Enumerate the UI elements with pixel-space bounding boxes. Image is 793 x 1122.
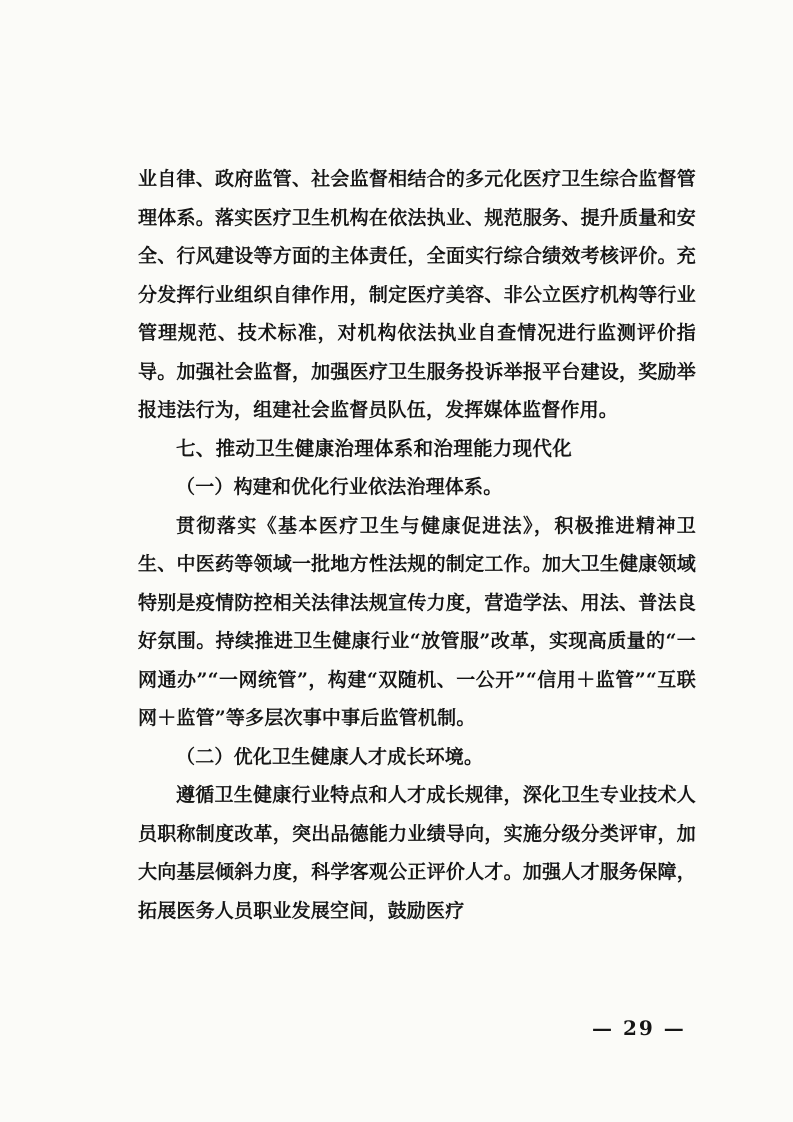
section-heading-7: 七、推动卫生健康治理体系和治理能力现代化 [176,436,573,460]
paragraph-legal-governance: 贯彻落实《基本医疗卫生与健康促进法》，积极推进精神卫生、中医药等领域一批地方性法规的制定工作。加大卫生健康领域特别是疫情防控相关法律法规宣传力度，营造学法、用法、普法良好氛围。持续推进卫生健康行业“放管服”改革，实现高质量的“一网通办”“一网统管”，构建“双随机、一公开”“信用＋监管”“互联网＋监管”等多层次事中事后监管机制。 [138,514,696,729]
document-body [138,160,696,930]
sub-heading-7-2: （二）优化卫生健康人才成长环境。 [176,745,484,768]
paragraph-talent-environment: 遵循卫生健康行业特点和人才成长规律，深化卫生专业技术人员职称制度改革，突出品德能力业绩导向，实施分级分类评审，加大向基层倾斜力度，科学客观公正评价人才。加强人才服务保障，拓展医务人员职业发展空间，鼓励医疗 [138,784,696,922]
sub-heading-7-1: （一）构建和优化行业依法治理体系。 [176,476,503,498]
paragraph-continued: 业自律、政府监管、社会监督相结合的多元化医疗卫生综合监督管理体系。落实医疗卫生机构在依法执业、规范服务、提升质量和安全、行风建设等方面的主体责任，全面实行综合绩效考核评价。充分发挥行业组织自律作用，制定医疗美容、非公立医疗机构等行业管理规范、技术标准，对机构依法执业自查情况进行监测评价指导。加强社会监督，加强医疗卫生服务投诉举报平台建设，奖励举报违法行为，组建社会监督员队伍，发挥媒体监督作用。 [138,168,696,421]
page-number: — 29 — [592,1016,686,1040]
